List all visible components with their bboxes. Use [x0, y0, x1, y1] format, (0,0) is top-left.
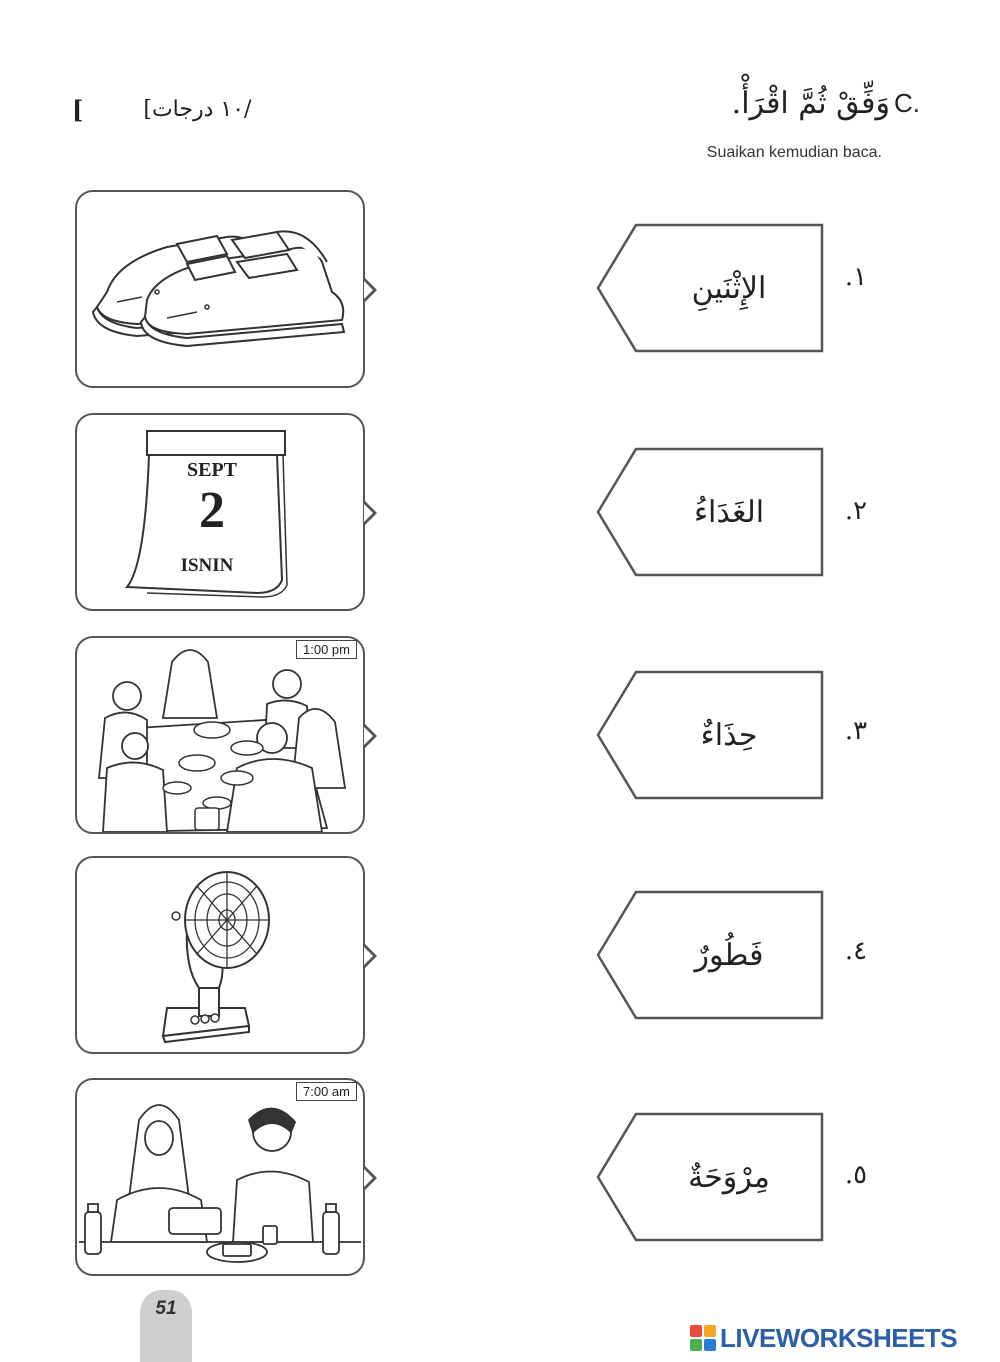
marks-text: /١٠ درجات]: [143, 96, 252, 122]
title-arabic: وَفِّقْ ثُمَّ اقْرَأْ.: [731, 85, 890, 121]
marks-box: [72, 92, 272, 126]
picture-card-family-lunch[interactable]: [75, 636, 365, 834]
word-tag-4[interactable]: [596, 890, 826, 1020]
page-number-tab: [140, 1290, 192, 1362]
cup: [263, 1226, 277, 1244]
picture-card-fan[interactable]: [75, 856, 365, 1054]
word-text: مِرْوَحَةٌ: [688, 1159, 770, 1195]
water-bottle-right: [323, 1212, 339, 1254]
word-tag-5[interactable]: [596, 1112, 826, 1242]
word-text: حِذَاءٌ: [700, 717, 758, 753]
picture-card-breakfast[interactable]: [75, 1078, 365, 1276]
word-text: الغَدَاءُ: [693, 494, 765, 530]
section-letter: C.: [894, 87, 920, 118]
instruction-text: Suaikan kemudian baca.: [706, 144, 882, 161]
calendar-binding: [147, 431, 285, 455]
person-child-front: [122, 733, 148, 759]
page-number: 51: [155, 1298, 177, 1319]
picture-card-calendar[interactable]: [75, 413, 365, 611]
section-title: [700, 78, 920, 128]
person-boy-left: [113, 682, 141, 710]
word-tag-3[interactable]: [596, 670, 826, 800]
item-number-1: ١.: [844, 262, 868, 292]
word-tag-1[interactable]: [596, 223, 826, 353]
word-text: الإِثْنَينِ: [691, 270, 767, 306]
water-bottle-left: [85, 1212, 101, 1254]
brand-name: LIVEWORKSHEETS: [720, 1322, 958, 1353]
item-number-3: ٣.: [844, 716, 868, 746]
person-father: [273, 670, 301, 698]
liveworksheets-logo: [690, 1320, 990, 1356]
logo-grid-icon: [690, 1325, 716, 1351]
item-number-2: ٢.: [844, 496, 868, 526]
calendar-weekday: ISNIN: [180, 555, 234, 576]
time-label: 1:00 pm: [296, 640, 357, 659]
calendar-day: 2: [199, 482, 225, 539]
item-number-4: ٤.: [844, 936, 868, 966]
item-number-5: ٥.: [844, 1160, 868, 1190]
word-tag-2[interactable]: [596, 447, 826, 577]
picture-card-shoes[interactable]: [75, 190, 365, 388]
calendar-month: SEPT: [186, 459, 238, 481]
time-label: 7:00 am: [296, 1082, 357, 1101]
shoes-illustration: [77, 192, 363, 386]
lunch-box: [169, 1208, 221, 1234]
marks-open-bracket: [: [72, 94, 84, 124]
word-text: فَطُورٌ: [694, 937, 764, 973]
